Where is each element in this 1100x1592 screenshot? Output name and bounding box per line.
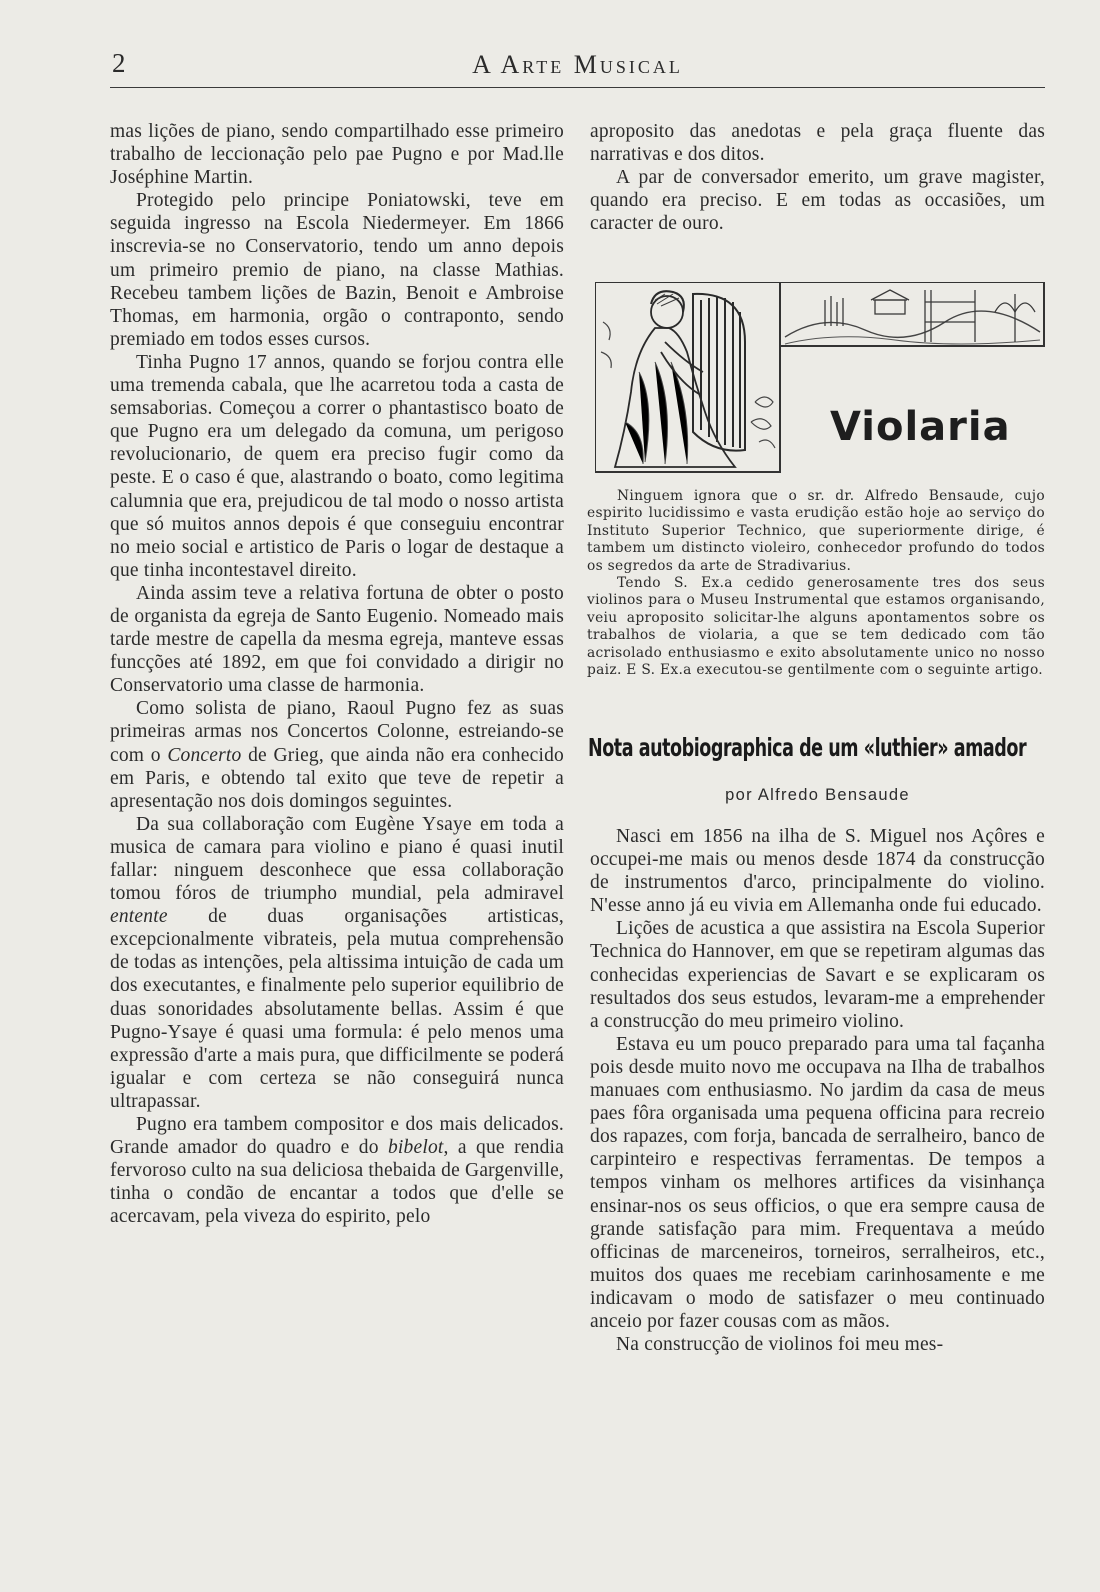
editorial-intro bbox=[587, 488, 1045, 679]
paragraph: Ainda assim teve a relativa fortuna de obter o posto de organista da egreja de Santo Eugenio. Nomeado mais tarde mestre de capella da mesma egreja, manteve essas funcções até 1892, em que foi convidado a dirigir no Conservatorio uma classe de harmonia. bbox=[110, 582, 564, 697]
article-body bbox=[590, 825, 1045, 1356]
page-number: 2 bbox=[112, 48, 127, 78]
italic-run: bibelot bbox=[387, 1137, 444, 1159]
paragraph bbox=[110, 813, 564, 1113]
italic-run: Concerto bbox=[167, 744, 242, 766]
intro-paragraph: Tendo S. Ex.a cedido generosamente tres dos seus violinos para o Museu Instrumental que estamos organisando, veiu aproposito solicitar-lhe alguns apontamentos sobre os trabalhos de violaria, a que se tem dedicado com tão acrisolado enthusiasmo e exito absolutamente unico no nosso paiz. E S. Ex.a executou-se gentilmente com o seguinte artigo. bbox=[587, 575, 1045, 679]
paragraph bbox=[110, 1113, 564, 1228]
paragraph: Estava eu um pouco preparado para uma tal façanha pois desde muito novo me occupava na Ilha de trabalhos manuaes com enthusiasmo. No jardim da casa de meus paes fôra organisada uma pequena officina para recreio dos rapazes, com forja, bancada de serralheiro, banco de carpinteiro e respectivas ferramentas. De tempos a tempos vinham os melhores artifices da visinhança ensinar-nos os seus officios, o que era sempre causa de grande satisfação para mim. Frequentava a meúdo officinas de marceneiros, torneiros, serralheiros, etc., muitos dos quaes me recebiam carinhosamente e me indicavam o modo de satisfazer o meu continuado anceio por fazer cousas com as mãos. bbox=[590, 1033, 1045, 1332]
text-run: Da sua collaboração com Eugène Ysaye em toda a musica de camara para violino e piano é quasi inutil fallar: ninguem desconhece que essa collaboração tomou fóros de triumpho mundial, pela admiravel bbox=[110, 813, 564, 905]
text-run: Como solista de piano, Raoul Pugno fez as suas primeiras armas nos Concertos Colonne, estreiando-se com o bbox=[110, 698, 564, 766]
paragraph: Nasci em 1856 na ilha de S. Miguel nos Açôres e occupei-me mais ou menos desde 1874 da construcção de instrumentos d'arco, principalmente do violino. N'esse anno já eu vivia em Allemanha onde fui educado. bbox=[590, 826, 1045, 917]
paragraph: A par de conversador emerito, um grave magister, quando era preciso. E em todas as occasiões, um caracter de ouro. bbox=[590, 167, 1045, 235]
right-column-top bbox=[590, 120, 1045, 235]
article-title: Nota autobiographica de um «luthier» amador bbox=[588, 733, 1027, 762]
paragraph: Na construcção de violinos foi meu mes- bbox=[616, 1334, 944, 1356]
intro-paragraph: Ninguem ignora que o sr. dr. Alfredo Bensaude, cujo espirito lucidissimo e vasta erudição estão hoje ao serviço do Instituto Superior Technico, que superiormente dirige, é tambem um distincto violeiro, conhecedor profundo do todos os segredos da arte de Stradivarius. bbox=[587, 488, 1045, 574]
italic-run: entente bbox=[110, 906, 168, 928]
left-column bbox=[110, 120, 564, 1229]
byline: por Alfredo Bensaude bbox=[725, 786, 910, 804]
paragraph: mas lições de piano, sendo compartilhado esse primeiro trabalho de leccionação pelo pae Pugno e por Mad.lle Joséphine Martin. bbox=[110, 121, 564, 189]
section-title: Violaria bbox=[830, 404, 1011, 450]
paragraph: Lições de acustica a que assistira na Escola Superior Technica do Hannover, em que se repetiram algumas das conhecidas experiencias de Savart e se explicaram os resultados dos seus estudos, levaram-me a emprehender a construcção do meu primeiro violino. bbox=[590, 918, 1045, 1032]
paragraph: Protegido pelo principe Poniatowski, teve em seguida ingresso na Escola Niedermeyer. Em 1866 inscrevia-se no Conservatorio, tendo um anno depois um primeiro premio de piano, na classe Mathias. Recebeu tambem lições de Bazin, Benoit e Ambroise Thomas, em harmonia, orgão o contraponto, sendo premiado em todos esses cursos. bbox=[110, 190, 564, 350]
running-title: A Arte Musical bbox=[472, 50, 683, 79]
text-run: de Grieg, que ainda não era conhecido em Paris, e obtendo tal exito que teve de repetir a apresentação nos dois domingos seguintes. bbox=[110, 744, 564, 812]
paragraph: aproposito das anedotas e pela graça fluente das narrativas e dos ditos. bbox=[590, 121, 1045, 166]
text-run: , a que rendia fervoroso culto na sua deliciosa thebaida de Gargenville, tinha o condão de encantar a todos que d'elle se acercavam, pela viveza do espirito, pelo bbox=[110, 1137, 564, 1228]
text-run: Pugno era tambem compositor e dos mais delicados. Grande amador do quadro e do bbox=[110, 1114, 564, 1159]
header-rule bbox=[110, 87, 1045, 88]
text-run: de duas organisações artisticas, excepcionalmente vibrateis, pela mutua comprehensão de todas as intenções, pela altissima intuição de cada um dos executantes, e finalmente pelo superior equilibrio de duas sonoridades absolutamente bellas. Assim é que Pugno-Ysaye é quasi uma formula: é pelo menos uma expressão d'arte a mais pura, que difficilmente se poderá igualar e com certeza se não conseguirá nunca ultrapassar. bbox=[110, 906, 564, 1112]
paragraph: Tinha Pugno 17 annos, quando se forjou contra elle uma tremenda cabala, que lhe acarretou toda a casta de semsaborias. Começou a correr o phantastisco boato de que Pugno era um delegado da comuna, um perigoso revolucionario, de quem era preciso fugir como da peste. E o caso é que, alastrando o boato, como legitima calumnia que era, prejudicou de tal modo o nosso artista que só muitos annos depois é que conseguiu encontrar no meio social e artistico de Paris o logar de destaque a que tinha incontestavel direito. bbox=[110, 351, 564, 581]
paragraph bbox=[110, 697, 564, 812]
page-header bbox=[110, 48, 1045, 88]
